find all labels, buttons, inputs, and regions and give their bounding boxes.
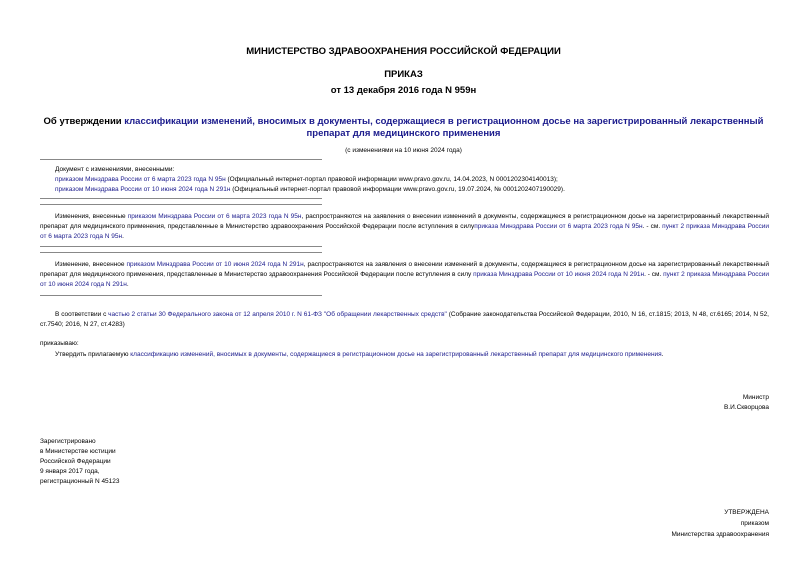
- changes-item-1: [55, 175, 775, 185]
- title-classification-link[interactable]: классификации изменений, вносимых в документы, содержащиеся в регистрационном досье на зарегистрированный лекарственный препарат для медицинского применения: [124, 116, 764, 139]
- divider: [40, 159, 322, 160]
- note-291n-point2-link[interactable]: пункт 2 приказа Минздрава России от 10 июня 2024 года N 291н: [40, 271, 770, 288]
- note-95n-text: Изменения, внесенные: [55, 213, 128, 220]
- note-95n-link-2[interactable]: приказа Минздрава России от 6 марта 2023 года N 95н: [474, 223, 643, 230]
- federal-law-link[interactable]: частью 2 статьи 30 Федерального закона от 12 апреля 2010 г. N 61-ФЗ "Об обращении лекарственных средств": [108, 311, 447, 318]
- approved-line: приказом: [740, 520, 769, 527]
- note-95n-text: , распространяются на заявления о внесении изменений в документы, содержащиеся в регистрационном досье на зарегистрированный лекарственный препарат для медицинского применения, представленные в Министерство здравоохранения Российской Федерации после вступления в силу: [40, 213, 769, 230]
- registration-line: Зарегистрировано: [40, 438, 96, 445]
- changes-block: [55, 165, 775, 195]
- signature-name: В.И.Скворцова: [723, 404, 769, 411]
- note-291n-text: , распространяются на заявления о внесении изменений в документы, содержащиеся в регистрационном досье на зарегистрированный лекарственный препарат для медицинского применения, представленные в Министерство здравоохранения Российской Федерации после вступления в силу: [40, 261, 769, 278]
- note-95n-text: . - см.: [642, 223, 663, 230]
- basis-text: (Собрание законодательства Российской Федерации, 2010, N 16, ст.1815; 2013, N 48, ст.6165; 2014, N 52, ст.7540; 2016, N 27, ст.4283): [40, 311, 769, 328]
- changes-intro: Документ с изменениями, внесенными:: [55, 166, 175, 173]
- approve-text: .: [661, 351, 664, 358]
- signature-position: Министр: [742, 394, 769, 401]
- registration-line: Российской Федерации: [40, 458, 111, 465]
- note-291n: [40, 260, 769, 290]
- registration-line: регистрационный N 45123: [40, 478, 120, 485]
- note-291n-link-1[interactable]: приказом Минздрава России от 10 июня 2024 года N 291н: [126, 261, 304, 268]
- amendments-note: (с изменениями на 10 июня 2024 года): [345, 147, 462, 154]
- approve-text: Утвердить прилагаемую: [55, 351, 131, 358]
- registration-line: 9 января 2017 года,: [40, 468, 100, 475]
- basis-paragraph: [40, 310, 769, 330]
- ministry-heading: МИНИСТЕРСТВО ЗДРАВООХРАНЕНИЯ РОССИЙСКОЙ ФЕДЕРАЦИИ: [246, 46, 561, 57]
- approved-block: [560, 507, 769, 540]
- basis-text: В соответствии с: [55, 311, 109, 318]
- note-291n-text: . - см.: [644, 271, 664, 278]
- divider: [40, 252, 322, 253]
- note-95n-text: .: [122, 233, 124, 240]
- order-95n-link[interactable]: приказом Минздрава России от 6 марта 2023 года N 95н: [55, 176, 226, 183]
- classification-link[interactable]: классификацию изменений, вносимых в документы, содержащиеся в регистрационном досье на зарегистрированный лекарственный препарат для медицинского применения: [130, 351, 662, 358]
- approve-paragraph: [40, 350, 769, 360]
- registration-block: [40, 437, 240, 487]
- note-291n-link-2[interactable]: приказа Минздрава России от 10 июня 2024 года N 291н: [473, 271, 645, 278]
- changes-item-1-source: (Официальный интернет-портал правовой информации www.pravo.gov.ru, 14.04.2023, N 0001202304140013);: [225, 176, 558, 183]
- order-word: приказываю:: [40, 340, 79, 347]
- approved-line: УТВЕРЖДЕНА: [724, 509, 769, 516]
- note-95n-link-1[interactable]: приказом Минздрава России от 6 марта 2023 года N 95н: [127, 213, 302, 220]
- note-95n-point2-link[interactable]: пункт 2 приказа Минздрава России от 6 марта 2023 года N 95н: [40, 223, 769, 240]
- document-title: [40, 116, 767, 140]
- order-date-number: от 13 декабря 2016 года N 959н: [330, 85, 477, 96]
- registration-line: в Министерстве юстиции: [40, 448, 116, 455]
- note-291n-text: Изменение, внесенное: [55, 261, 127, 268]
- changes-item-2-source: (Официальный интернет-портал правовой информации www.pravo.gov.ru, 19.07.2024, № 0001202407190029).: [230, 186, 565, 193]
- divider: [40, 204, 322, 205]
- doc-type-heading: ПРИКАЗ: [384, 69, 423, 80]
- title-prefix: Об утверждении: [43, 116, 122, 127]
- signature-block: [560, 393, 769, 413]
- divider: [40, 295, 322, 296]
- changes-item-2: [55, 185, 775, 195]
- divider: [40, 246, 322, 247]
- approved-line: Министерства здравоохранения: [671, 531, 769, 538]
- note-95n: [40, 212, 769, 242]
- note-291n-text: .: [126, 281, 129, 288]
- order-291n-link[interactable]: приказом Минздрава России от 10 июня 2024 года N 291н: [55, 186, 231, 193]
- divider: [40, 198, 322, 199]
